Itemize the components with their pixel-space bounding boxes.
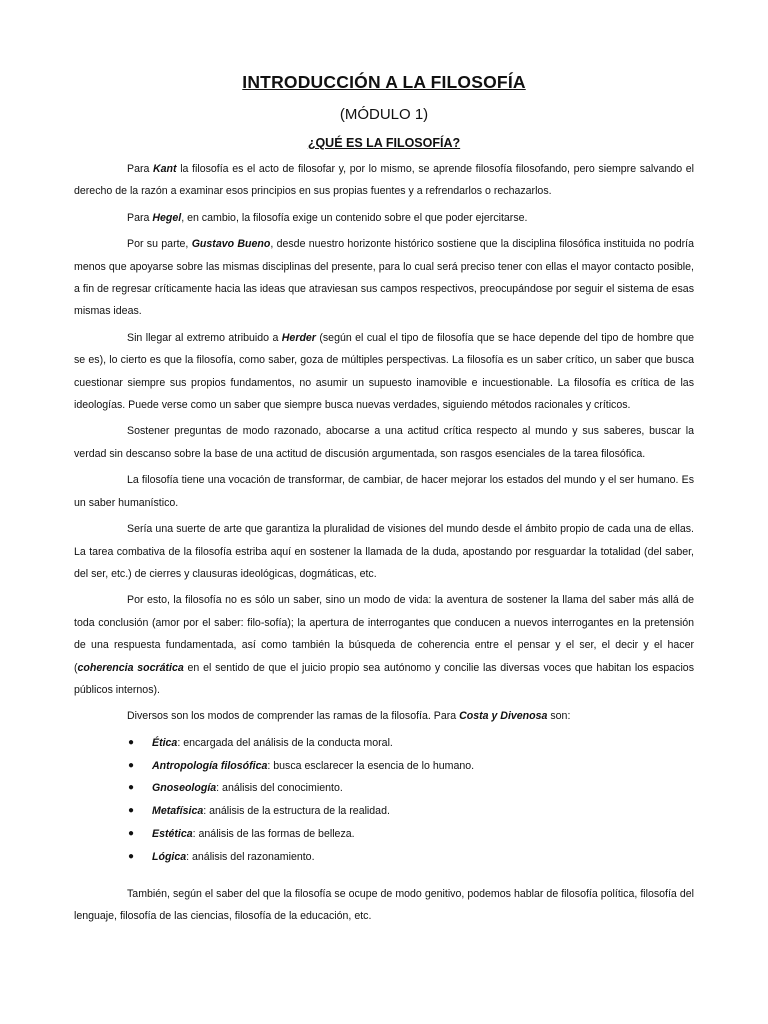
text-run: Diversos son los modos de comprender las ramas de la filosofía. Para — [127, 710, 460, 723]
section-heading: ¿QUÉ ES LA FILOSOFÍA? — [307, 136, 461, 150]
text-run: Por esto, la filosofía no es sólo un saber, sino un modo de vida: la aventura de sostener la llama del saber más allá de toda conclusión (amor por el saber: filo-sofía); la apertura de interrogantes que conducen a nuevos interrogantes en la pretensión de una respuesta fundamentada, así como también la búsqueda de coherencia entre el pensar y el ser, el decir y el hacer ( — [74, 594, 694, 674]
text-run: Para — [127, 163, 154, 175]
authors-costa-divenosa: Costa y Divenosa — [459, 710, 548, 723]
branch-term: Ética — [152, 736, 178, 749]
text-run: , en cambio, la filosofía exige un contenido sobre el que poder ejercitarse. — [181, 211, 528, 224]
paragraph-hegel — [74, 207, 694, 229]
text-run: Sin llegar al extremo atribuido a — [127, 331, 282, 344]
text-run: Por su parte, — [127, 238, 192, 251]
paragraph-ramas — [74, 705, 694, 727]
text-run: (según el cual el tipo de filosofía que se hace depende del tipo de hombre que se es), lo cierto es que la filosofía, como saber, goza de múltiples perspectivas. La filosofía es un saber crítico, un saber que busca cuestionar siempre sus propios fundamentos, no asumir un supuesto inamovible e incuestionable. La filosofía es crítica de las ideologías. Puede verse como un saber que siempre busca nuevas verdades, siguiendo métodos racionales y críticos. — [74, 331, 694, 412]
list-item — [74, 846, 694, 869]
paragraph-vocacion: La filosofía tiene una vocación de transformar, de cambiar, de hacer mejorar los estados del mundo y el ser humano. Es un saber humanístico. — [74, 474, 694, 509]
document-title: INTRODUCCIÓN A LA FILOSOFÍA — [242, 72, 526, 92]
author-hegel: Hegel — [152, 211, 182, 224]
list-item — [74, 823, 694, 846]
branch-term: Lógica — [152, 850, 187, 863]
branch-term: Metafísica — [152, 805, 204, 818]
branch-desc: : análisis de la estructura de la realidad. — [203, 805, 390, 818]
bullet-icon: ● — [128, 736, 135, 748]
text-run: , desde nuestro horizonte histórico sostiene que la disciplina filosófica instituida no podría menos que apoyarse sobre las mismas disciplinas del presente, para lo cual será preciso tener con ellas el mayor contacto posible, a fin de regresar críticamente hacia las ideas que atraviesan sus campos respectivos, preocupándose por seguir el sistema de esas mismas ideas. — [74, 238, 694, 318]
bullet-icon: ● — [128, 759, 135, 771]
branch-desc: : análisis del conocimiento. — [216, 782, 343, 795]
paragraph-preguntas: Sostener preguntas de modo razonado, abocarse a una actitud crítica respecto al mundo y sus saberes, buscar la verdad sin descanso sobre la base de una actitud de discusión argumentada, son rasgos esenciales de la tarea filosófica. — [74, 425, 694, 460]
bullet-icon: ● — [128, 782, 135, 794]
list-item — [74, 800, 694, 823]
author-bueno: Gustavo Bueno — [191, 238, 271, 251]
author-kant: Kant — [153, 163, 177, 175]
text-run: en el sentido de que el juicio propio sea autónomo y concilie las diversas voces que habitan los espacios públicos internos). — [74, 661, 695, 696]
list-item — [74, 755, 694, 778]
text-run: la filosofía es el acto de filosofar y, por lo mismo, se aprende filosofía filosofando, pero siempre salvando el derecho de la razón a examinar esos principios en sus propias fuentes y a refrendarlos o rechazarlos. — [74, 163, 695, 198]
branch-term: Estética — [152, 827, 193, 840]
branches-list — [74, 732, 694, 869]
bullet-icon: ● — [128, 827, 135, 839]
branch-desc: : análisis del razonamiento. — [186, 850, 315, 863]
text-run: Para — [127, 211, 153, 224]
branch-desc: : busca esclarecer la esencia de lo humano. — [267, 759, 475, 772]
term-coherencia-socratica: coherencia socrática — [77, 661, 184, 674]
list-item — [74, 732, 694, 755]
paragraph-modo-de-vida — [74, 589, 694, 701]
text-run: son: — [547, 710, 571, 723]
list-item — [74, 777, 694, 800]
branch-term: Gnoseología — [152, 782, 217, 795]
branch-desc: : análisis de las formas de belleza. — [192, 827, 355, 840]
branch-term: Antropología filosófica — [152, 759, 268, 772]
paragraph-herder — [74, 327, 694, 417]
bullet-icon: ● — [128, 805, 135, 817]
paragraph-genitivo: También, según el saber del que la filosofía se ocupe de modo genitivo, podemos hablar de filosofía política, filosofía del lenguaje, filosofía de las ciencias, filosofía de la educación, etc. — [74, 887, 694, 922]
paragraph-bueno — [74, 233, 694, 323]
bullet-icon: ● — [128, 850, 135, 862]
paragraph-kant — [74, 158, 694, 203]
document-subtitle: (MÓDULO 1) — [339, 106, 429, 123]
author-herder: Herder — [281, 331, 316, 344]
paragraph-arte: Sería una suerte de arte que garantiza la pluralidad de visiones del mundo desde el ámbito propio de cada una de ellas. La tarea combativa de la filosofía estriba aquí en sostener la llamada de la duda, apostando por resguardar la totalidad (del saber, del ser, etc.) de cierres y clausuras ideológicas, dogmáticas, etc. — [74, 523, 694, 580]
branch-desc: : encargada del análisis de la conducta moral. — [177, 736, 393, 749]
